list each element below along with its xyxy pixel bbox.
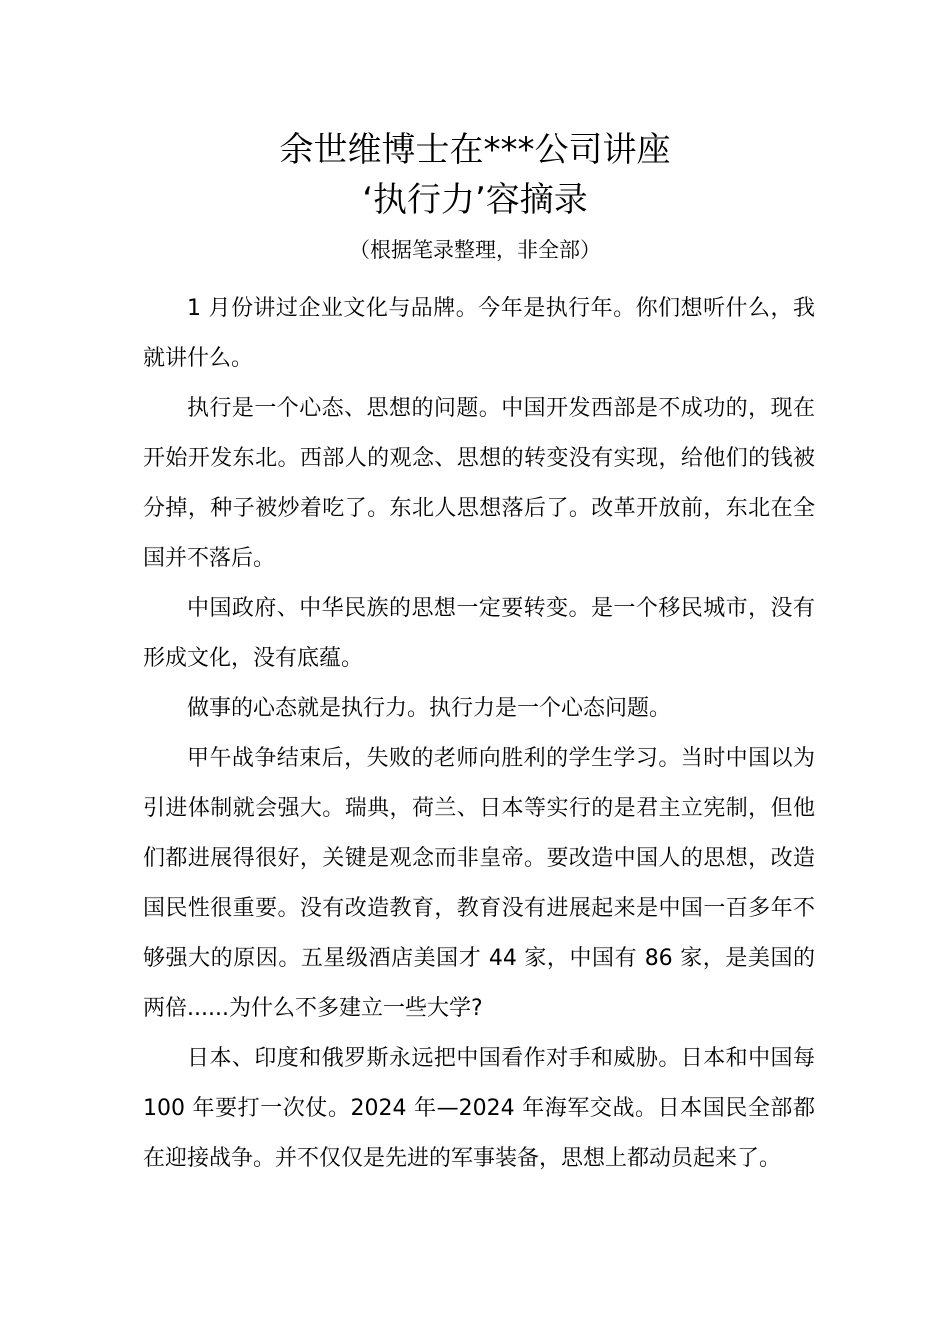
paragraph: 中国政府、中华民族的思想一定要转变。是一个移民城市，没有形成文化，没有底蕴。 xyxy=(143,596,815,671)
paragraph: 执行是一个心态、思想的问题。中国开发西部是不成功的，现在开始开发东北。西部人的观念、思想的转变没有实现，给他们的钱被分掉，种子被炒着吃了。东北人思想落后了。改革开放前，东北在全国并不落后。 xyxy=(143,396,815,571)
paragraph: 做事的心态就是执行力。执行力是一个心态问题。 xyxy=(187,696,672,721)
paragraph: 甲午战争结束后，失败的老师向胜利的学生学习。当时中国以为引进体制就会强大。瑞典，荷兰、日本等实行的是君主立宪制，但他们都进展得很好，关键是观念而非皇帝。要改造中国人的思想，改造国民性很重要。没有改造教育，教育没有进展起来是中国一百多年不够强大的原因。五星级酒店美国才 44 家，中国有 86 家，是美国的两倍......为什么不多建立一些大学? xyxy=(143,746,815,1021)
document-title-line-1: 余世维博士在***公司讲座 xyxy=(279,130,671,170)
paragraph: 日本、印度和俄罗斯永远把中国看作对手和威胁。日本和中国每 100 年要打一次仗。2024 年—2024 年海军交战。日本国民全部都在迎接战争。并不仅仅是先进的军事装备，思想上都动员起来了。 xyxy=(143,1046,815,1171)
document-subtitle: （根据笔录整理，非全部） xyxy=(349,238,601,262)
document-body xyxy=(143,284,815,1184)
paragraph: 1 月份讲过企业文化与品牌。今年是执行年。你们想听什么，我就讲什么。 xyxy=(143,296,815,371)
document-title-line-2: ‘执行力’容摘录 xyxy=(362,180,588,220)
